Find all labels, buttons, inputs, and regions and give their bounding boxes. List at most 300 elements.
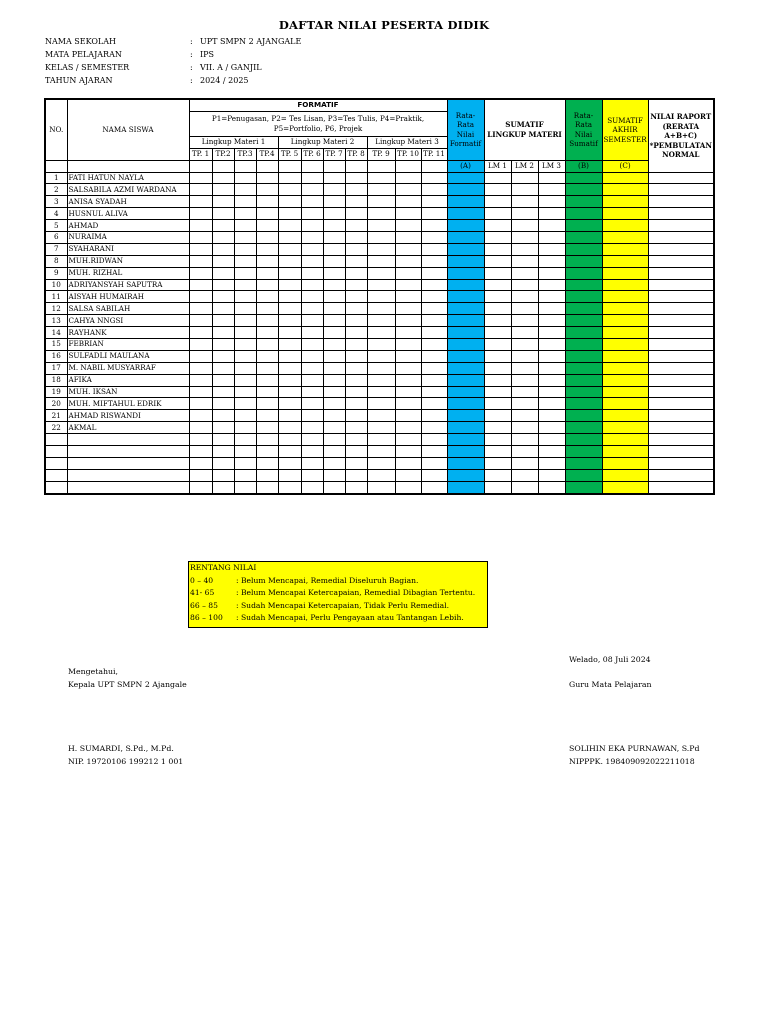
- grade-cell: [538, 339, 565, 351]
- grade-cell: [301, 208, 323, 220]
- student-rows: [45, 172, 714, 494]
- grade-cell: [367, 232, 395, 244]
- formatif-description: P1=Penugasan, P2= Tes Lisan, P3=Tes Tulis, P4=Praktik, P5=Portfolio, P6, Projek: [189, 111, 447, 136]
- grade-cell: [648, 457, 714, 469]
- grade-cell: [301, 327, 323, 339]
- table-row: [45, 457, 714, 469]
- grade-cell: [367, 196, 395, 208]
- student-name: SALSABILA AZMI WARDANA: [67, 184, 189, 196]
- grade-cell: [367, 350, 395, 362]
- grade-cell: [648, 434, 714, 446]
- table-row: [45, 291, 714, 303]
- grade-cell: [367, 184, 395, 196]
- table-row: [45, 350, 714, 362]
- legend-range: 0 – 40: [190, 575, 214, 585]
- grade-cell: [234, 457, 256, 469]
- grade-cell: [538, 267, 565, 279]
- grade-cell: [256, 315, 278, 327]
- grade-cell: [323, 327, 345, 339]
- grade-cell: [256, 267, 278, 279]
- grade-cell: [602, 362, 648, 374]
- grade-cell: [511, 327, 538, 339]
- grade-cell: [278, 350, 301, 362]
- grade-cell: [602, 422, 648, 434]
- grade-cell: [447, 220, 484, 232]
- student-name: [67, 481, 189, 493]
- info-row-school: NAMA SEKOLAH : UPT SMPN 2 AJANGALE: [45, 37, 302, 46]
- grade-cell: [323, 267, 345, 279]
- grade-cell: [278, 339, 301, 351]
- grade-cell: [212, 481, 234, 493]
- place-date: Welado, 08 Juli 2024: [569, 655, 651, 664]
- row-number: 4: [45, 208, 67, 220]
- header-rata-formatif: Rata-Rata Nilai Formatif: [447, 99, 484, 160]
- grade-cell: [256, 196, 278, 208]
- grade-cell: [256, 362, 278, 374]
- grade-cell: [234, 434, 256, 446]
- grade-cell: [395, 457, 421, 469]
- grade-cell: [421, 386, 447, 398]
- grade-cell: [484, 267, 511, 279]
- grade-cell: [367, 362, 395, 374]
- grade-cell: [602, 267, 648, 279]
- grade-cell: [323, 196, 345, 208]
- info-label: KELAS / SEMESTER: [45, 63, 130, 72]
- grade-cell: [234, 446, 256, 458]
- header-name: NAMA SISWA: [67, 99, 189, 160]
- legend-title: RENTANG NILAI: [190, 563, 257, 572]
- student-name: RAYHANK: [67, 327, 189, 339]
- grade-cell: [301, 232, 323, 244]
- student-name: MUH.RIDWAN: [67, 255, 189, 267]
- grade-cell: [212, 232, 234, 244]
- grade-cell: [484, 303, 511, 315]
- grade-cell: [447, 469, 484, 481]
- grade-cell: [484, 279, 511, 291]
- grade-cell: [565, 457, 602, 469]
- grade-cell: [278, 446, 301, 458]
- grade-cell: [538, 232, 565, 244]
- grade-cell: [538, 255, 565, 267]
- grade-cell: [212, 291, 234, 303]
- grade-cell: [565, 196, 602, 208]
- grade-cell: [367, 303, 395, 315]
- grade-cell: [189, 315, 212, 327]
- grade-table: [44, 98, 715, 495]
- grade-cell: [234, 172, 256, 184]
- grade-cell: [538, 374, 565, 386]
- grade-cell: [345, 457, 367, 469]
- grade-cell: [565, 208, 602, 220]
- grade-cell: [234, 303, 256, 315]
- grade-cell: [323, 410, 345, 422]
- grade-cell: [278, 469, 301, 481]
- student-name: HUSNUL ALIVA: [67, 208, 189, 220]
- grade-cell: [648, 255, 714, 267]
- grade-cell: [212, 446, 234, 458]
- grade-cell: [602, 339, 648, 351]
- grade-cell: [538, 434, 565, 446]
- grade-cell: [189, 255, 212, 267]
- grade-cell: [565, 184, 602, 196]
- grade-cell: [323, 255, 345, 267]
- grade-cell: [234, 232, 256, 244]
- grade-cell: [189, 386, 212, 398]
- grade-cell: [565, 434, 602, 446]
- grade-cell: [301, 339, 323, 351]
- grade-cell: [447, 398, 484, 410]
- legend-desc: : Sudah Mencapai Ketercapaian, Tidak Perlu Remedial.: [236, 600, 449, 610]
- grade-cell: [212, 315, 234, 327]
- grade-cell: [421, 243, 447, 255]
- grade-cell: [421, 481, 447, 493]
- grade-cell: [189, 267, 212, 279]
- grade-cell: [345, 481, 367, 493]
- grade-cell: [395, 339, 421, 351]
- grade-cell: [189, 410, 212, 422]
- grade-cell: [189, 398, 212, 410]
- info-label: NAMA SEKOLAH: [45, 37, 116, 46]
- grade-cell: [278, 196, 301, 208]
- table-row: [45, 422, 714, 434]
- table-row: [45, 255, 714, 267]
- grade-cell: [421, 196, 447, 208]
- grade-cell: [323, 457, 345, 469]
- grade-cell: [323, 350, 345, 362]
- grade-cell: [484, 220, 511, 232]
- lingkup-materi-3: Lingkup Materi 3: [367, 136, 447, 148]
- grade-cell: [484, 184, 511, 196]
- row-number: 13: [45, 315, 67, 327]
- grade-cell: [301, 243, 323, 255]
- grade-cell: [421, 208, 447, 220]
- grade-cell: [648, 172, 714, 184]
- grade-cell: [278, 481, 301, 493]
- grade-cell: [212, 255, 234, 267]
- grade-cell: [189, 208, 212, 220]
- grade-cell: [234, 481, 256, 493]
- grade-cell: [421, 315, 447, 327]
- principal-nip: NIP. 19720106 199212 1 001: [68, 757, 184, 766]
- grade-cell: [538, 208, 565, 220]
- grade-cell: [345, 410, 367, 422]
- row-number: 3: [45, 196, 67, 208]
- grade-cell: [234, 374, 256, 386]
- grade-cell: [278, 243, 301, 255]
- grade-cell: [323, 315, 345, 327]
- grade-cell: [189, 469, 212, 481]
- grade-cell: [256, 208, 278, 220]
- grade-cell: [234, 315, 256, 327]
- grade-cell: [511, 184, 538, 196]
- grade-cell: [648, 291, 714, 303]
- grade-cell: [447, 457, 484, 469]
- grade-cell: [345, 232, 367, 244]
- grade-cell: [278, 303, 301, 315]
- row-number: 7: [45, 243, 67, 255]
- grade-cell: [212, 386, 234, 398]
- student-name: [67, 457, 189, 469]
- grade-cell: [212, 469, 234, 481]
- info-value: 2024 / 2025: [200, 76, 249, 85]
- grade-cell: [447, 243, 484, 255]
- grade-cell: [395, 220, 421, 232]
- row-number: 19: [45, 386, 67, 398]
- row-number: 20: [45, 398, 67, 410]
- grade-cell: [367, 267, 395, 279]
- grade-cell: [189, 374, 212, 386]
- grade-cell: [447, 255, 484, 267]
- tp-header: TP. 8: [345, 148, 367, 160]
- grade-cell: [484, 457, 511, 469]
- grade-cell: [421, 374, 447, 386]
- grade-cell: [484, 374, 511, 386]
- grade-cell: [447, 386, 484, 398]
- grade-cell: [367, 315, 395, 327]
- grade-cell: [278, 291, 301, 303]
- grade-cell: [189, 339, 212, 351]
- grade-cell: [212, 279, 234, 291]
- grade-cell: [234, 386, 256, 398]
- legend-row: [189, 612, 487, 625]
- grade-cell: [345, 267, 367, 279]
- grade-cell: [189, 457, 212, 469]
- grade-cell: [256, 446, 278, 458]
- grade-cell: [447, 481, 484, 493]
- grade-cell: [212, 410, 234, 422]
- grade-cell: [278, 327, 301, 339]
- grade-cell: [301, 196, 323, 208]
- grade-cell: [484, 291, 511, 303]
- grade-cell: [602, 457, 648, 469]
- grade-cell: [301, 362, 323, 374]
- grade-cell: [602, 374, 648, 386]
- grade-cell: [484, 315, 511, 327]
- grade-cell: [189, 232, 212, 244]
- student-name: AHMAD: [67, 220, 189, 232]
- row-number: 2: [45, 184, 67, 196]
- grade-cell: [367, 172, 395, 184]
- grade-cell: [648, 303, 714, 315]
- grade-cell: [484, 172, 511, 184]
- grade-cell: [256, 457, 278, 469]
- row-number: 5: [45, 220, 67, 232]
- grade-cell: [511, 422, 538, 434]
- table-row: [45, 303, 714, 315]
- table-row: [45, 362, 714, 374]
- tp-header: TP. 7: [323, 148, 345, 160]
- grade-cell: [511, 255, 538, 267]
- grade-cell: [565, 469, 602, 481]
- info-row-class: KELAS / SEMESTER : VII. A / GANJIL: [45, 63, 262, 72]
- grade-cell: [538, 422, 565, 434]
- grade-cell: [538, 220, 565, 232]
- grade-cell: [447, 267, 484, 279]
- grade-cell: [395, 469, 421, 481]
- grade-cell: [511, 446, 538, 458]
- info-value: VII. A / GANJIL: [200, 63, 262, 72]
- table-row: [45, 196, 714, 208]
- row-number: [45, 446, 67, 458]
- grade-cell: [367, 327, 395, 339]
- grade-cell: [602, 481, 648, 493]
- header-no: NO.: [45, 99, 67, 160]
- grade-cell: [234, 196, 256, 208]
- row-number: 10: [45, 279, 67, 291]
- grade-cell: [323, 208, 345, 220]
- grade-cell: [602, 172, 648, 184]
- grade-cell: [395, 434, 421, 446]
- grade-cell: [256, 291, 278, 303]
- grade-cell: [395, 267, 421, 279]
- grade-cell: [565, 267, 602, 279]
- grade-cell: [278, 398, 301, 410]
- tp-header: TP.2: [212, 148, 234, 160]
- table-row: [45, 398, 714, 410]
- grade-cell: [395, 315, 421, 327]
- grade-cell: [538, 243, 565, 255]
- grade-cell: [301, 374, 323, 386]
- grade-cell: [602, 386, 648, 398]
- grade-cell: [602, 410, 648, 422]
- grade-cell: [278, 232, 301, 244]
- grade-cell: [367, 481, 395, 493]
- header-sumatif-lm: SUMATIF LINGKUP MATERI: [484, 99, 565, 160]
- grade-cell: [538, 362, 565, 374]
- grade-cell: [256, 434, 278, 446]
- grade-cell: [602, 469, 648, 481]
- tp-header: TP.4: [256, 148, 278, 160]
- grade-cell: [234, 255, 256, 267]
- grade-cell: [301, 220, 323, 232]
- grade-cell: [323, 184, 345, 196]
- tp-header: TP. 6: [301, 148, 323, 160]
- grade-cell: [256, 220, 278, 232]
- grade-cell: [395, 481, 421, 493]
- teacher-nip: NIPPPK. 198409092022211018: [569, 757, 695, 766]
- grade-cell: [301, 469, 323, 481]
- lingkup-materi-2: Lingkup Materi 2: [278, 136, 367, 148]
- grade-cell: [345, 327, 367, 339]
- grade-cell: [565, 422, 602, 434]
- grade-cell: [421, 457, 447, 469]
- grade-cell: [367, 291, 395, 303]
- row-number: 6: [45, 232, 67, 244]
- grade-cell: [256, 481, 278, 493]
- grade-cell: [256, 350, 278, 362]
- grade-cell: [447, 410, 484, 422]
- grade-cell: [323, 220, 345, 232]
- grade-cell: [367, 469, 395, 481]
- lingkup-materi-1: Lingkup Materi 1: [189, 136, 278, 148]
- grade-cell: [278, 208, 301, 220]
- legend-range: 86 – 100: [190, 613, 223, 623]
- grade-cell: [234, 362, 256, 374]
- header-formatif: FORMATIF: [189, 99, 447, 111]
- grade-cell: [538, 315, 565, 327]
- grade-cell: [345, 220, 367, 232]
- grade-cell: [648, 410, 714, 422]
- grade-cell: [189, 196, 212, 208]
- grade-cell: [484, 410, 511, 422]
- legend-desc: : Sudah Mencapai, Perlu Pengayaan atau Tantangan Lebih.: [236, 613, 464, 623]
- grade-cell: [345, 446, 367, 458]
- grade-cell: [447, 303, 484, 315]
- grade-cell: [323, 481, 345, 493]
- grade-cell: [256, 327, 278, 339]
- grade-cell: [367, 339, 395, 351]
- grade-cell: [447, 434, 484, 446]
- grade-cell: [256, 386, 278, 398]
- grade-cell: [234, 469, 256, 481]
- grade-cell: [602, 398, 648, 410]
- grade-cell: [278, 315, 301, 327]
- grade-cell: [484, 434, 511, 446]
- grade-cell: [421, 339, 447, 351]
- table-row: [45, 267, 714, 279]
- grade-cell: [602, 243, 648, 255]
- grade-cell: [234, 267, 256, 279]
- grade-cell: [648, 196, 714, 208]
- legend-row: [189, 587, 487, 600]
- grade-cell: [447, 350, 484, 362]
- row-number: 1: [45, 172, 67, 184]
- grade-cell: [648, 315, 714, 327]
- grade-cell: [367, 255, 395, 267]
- grade-cell: [395, 291, 421, 303]
- grade-cell: [484, 327, 511, 339]
- grade-cell: [212, 267, 234, 279]
- grade-cell: [511, 350, 538, 362]
- grade-cell: [648, 267, 714, 279]
- grade-cell: [648, 446, 714, 458]
- grade-cell: [367, 422, 395, 434]
- grade-cell: [189, 172, 212, 184]
- grade-cell: [421, 184, 447, 196]
- grade-cell: [538, 386, 565, 398]
- row-number: 9: [45, 267, 67, 279]
- grade-cell: [511, 315, 538, 327]
- grade-cell: [256, 172, 278, 184]
- grade-cell: [395, 398, 421, 410]
- student-name: NURAIMA: [67, 232, 189, 244]
- grade-cell: [256, 303, 278, 315]
- grade-cell: [323, 232, 345, 244]
- grade-cell: [648, 481, 714, 493]
- grade-cell: [345, 350, 367, 362]
- grade-cell: [565, 291, 602, 303]
- grade-cell: [648, 386, 714, 398]
- grade-cell: [602, 446, 648, 458]
- grade-cell: [395, 243, 421, 255]
- grade-cell: [323, 172, 345, 184]
- principal-title: Kepala UPT SMPN 2 Ajangale: [68, 680, 187, 689]
- grade-cell: [447, 374, 484, 386]
- table-row: [45, 339, 714, 351]
- row-number: 17: [45, 362, 67, 374]
- grade-cell: [189, 362, 212, 374]
- grade-cell: [565, 303, 602, 315]
- grade-cell: [511, 196, 538, 208]
- legend-desc: : Belum Mencapai, Remedial Diseluruh Bagian.: [236, 575, 419, 585]
- grade-cell: [256, 232, 278, 244]
- tp-header: TP.3: [234, 148, 256, 160]
- grade-cell: [301, 315, 323, 327]
- grade-cell: [421, 279, 447, 291]
- grade-cell: [256, 374, 278, 386]
- grade-cell: [345, 255, 367, 267]
- grade-cell: [189, 243, 212, 255]
